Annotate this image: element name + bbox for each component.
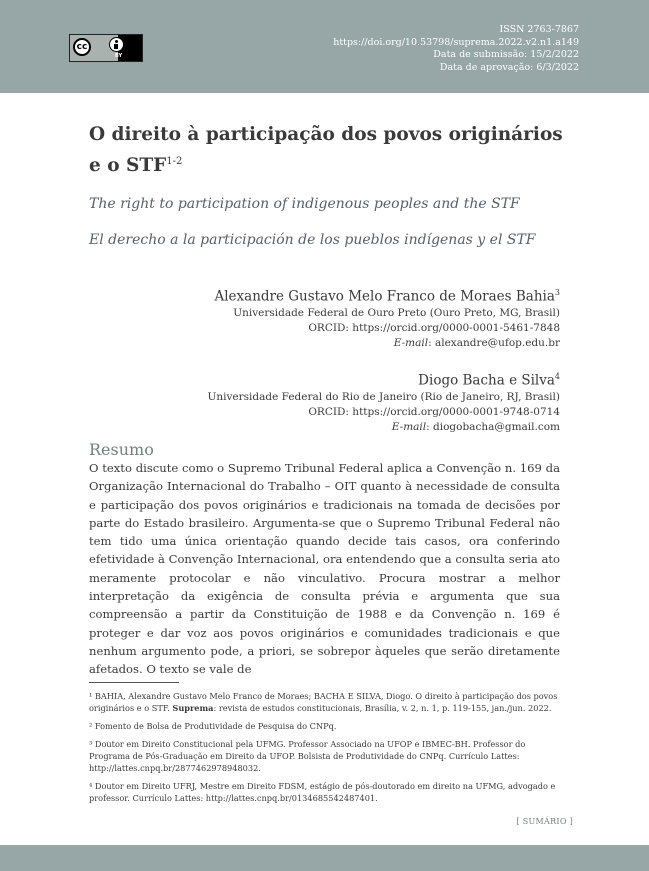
author-name: Diogo Bacha e Silva$^4$	[418, 372, 560, 389]
cc-icon: cc	[73, 38, 91, 56]
by-label: BY	[115, 53, 123, 59]
footnote-2: ² Fomento de Bolsa de Produtividade de Pesquisa do CNPq.	[89, 721, 337, 731]
author-orcid[interactable]: ORCID: https://orcid.org/0000-0001-5461-7848	[308, 321, 560, 334]
approval-date: Data de aprovação: 6/3/2022	[439, 61, 579, 73]
footnote-1: ¹ BAHIA, Alexandre Gustavo Melo Franco de Moraes; BACHA E SILVA, Diogo. O direito à participação dos povos originários e o STF. Suprema: revista de estudos constitucionais, Brasília, v. 2, n. 1, p. 119-155, jan./jun. 2022.	[89, 691, 558, 713]
resumo-heading: Resumo	[89, 440, 154, 459]
sumario-link[interactable]: [ SUMÁRIO ]	[516, 817, 573, 826]
header-band	[0, 0, 649, 93]
footnote-divider	[89, 682, 179, 683]
author-orcid[interactable]: ORCID: https://orcid.org/0000-0001-9748-0714	[308, 405, 560, 418]
journal-meta	[333, 24, 579, 74]
spanish-title: El derecho a la participación de los pueblos indígenas y el STF	[89, 232, 536, 248]
article-title: O direito à participação dos povos originários e o STF$^{1-2}$	[89, 124, 563, 177]
footnote-3: ³ Doutor em Direito Constitucional pela UFMG. Professor Associado na UFOP e IBMEC-BH. Professor do Programa de Pós-Graduação em Direito da UFOP. Bolsista de Produtividade do CNPq. Currículo Lattes: http://lattes.cnpq.br/2877462978948032.	[89, 739, 526, 773]
by-person-icon	[109, 37, 124, 52]
submission-date: Data de submissão: 15/2/2022	[433, 49, 579, 60]
author-email[interactable]: E-mail: alexandre@ufop.edu.br	[393, 336, 560, 349]
author-2	[207, 368, 560, 435]
author-1	[214, 284, 560, 351]
author-affiliation: Universidade Federal de Ouro Preto (Ouro Preto, MG, Brasil)	[233, 306, 560, 319]
doi-link[interactable]: https://doi.org/10.53798/suprema.2022.v2.n1.a149	[333, 36, 579, 48]
footnote-4: ⁴ Doutor em Direito UFRJ, Mestre em Direito FDSM, estágio de pós-doutorado em direito na UFMG, advogado e professor. Currículo Lattes: http://lattes.cnpq.br/0134685542487401.	[89, 781, 556, 803]
author-email[interactable]: E-mail: diogobacha@gmail.com	[391, 420, 560, 433]
english-title: The right to participation of indigenous peoples and the STF	[89, 196, 520, 212]
footer-band	[0, 845, 649, 871]
issn: ISSN 2763-7867	[499, 24, 579, 35]
author-name: Alexandre Gustavo Melo Franco de Moraes Bahia$^3$	[214, 288, 560, 305]
author-affiliation: Universidade Federal do Rio de Janeiro (Rio de Janeiro, RJ, Brasil)	[207, 390, 560, 403]
title-footnote-ref[interactable]: 1-2	[166, 156, 183, 167]
cc-by-license-icon	[69, 34, 143, 62]
resumo-text: O texto discute como o Supremo Tribunal Federal aplica a Convenção n. 169 da Organização Internacional do Trabalho – OIT quanto à necessidade de consulta e participação dos povos originários e tradicionais na tomada de decisões por parte do Estado brasileiro. Argumenta-se que o Supremo Tribunal Federal não tem tido uma única orientação quando decide tais casos, ora conferindo efetividade à Convenção Internacional, ora entendendo que a consulta seria ato meramente protocolar e não vinculativo. Procura mostrar a melhor interpretação da exigência de consulta prévia e argumenta que sua compreensão a partir da Constituição de 1988 e da Convenção n. 169 é proteger e dar voz aos povos originários e comunidades tradicionais e que nenhum argumento pode, a priori, se sobrepor àqueles que serão diretamente afetados. O texto se vale de	[89, 461, 560, 677]
footnotes	[89, 690, 560, 810]
